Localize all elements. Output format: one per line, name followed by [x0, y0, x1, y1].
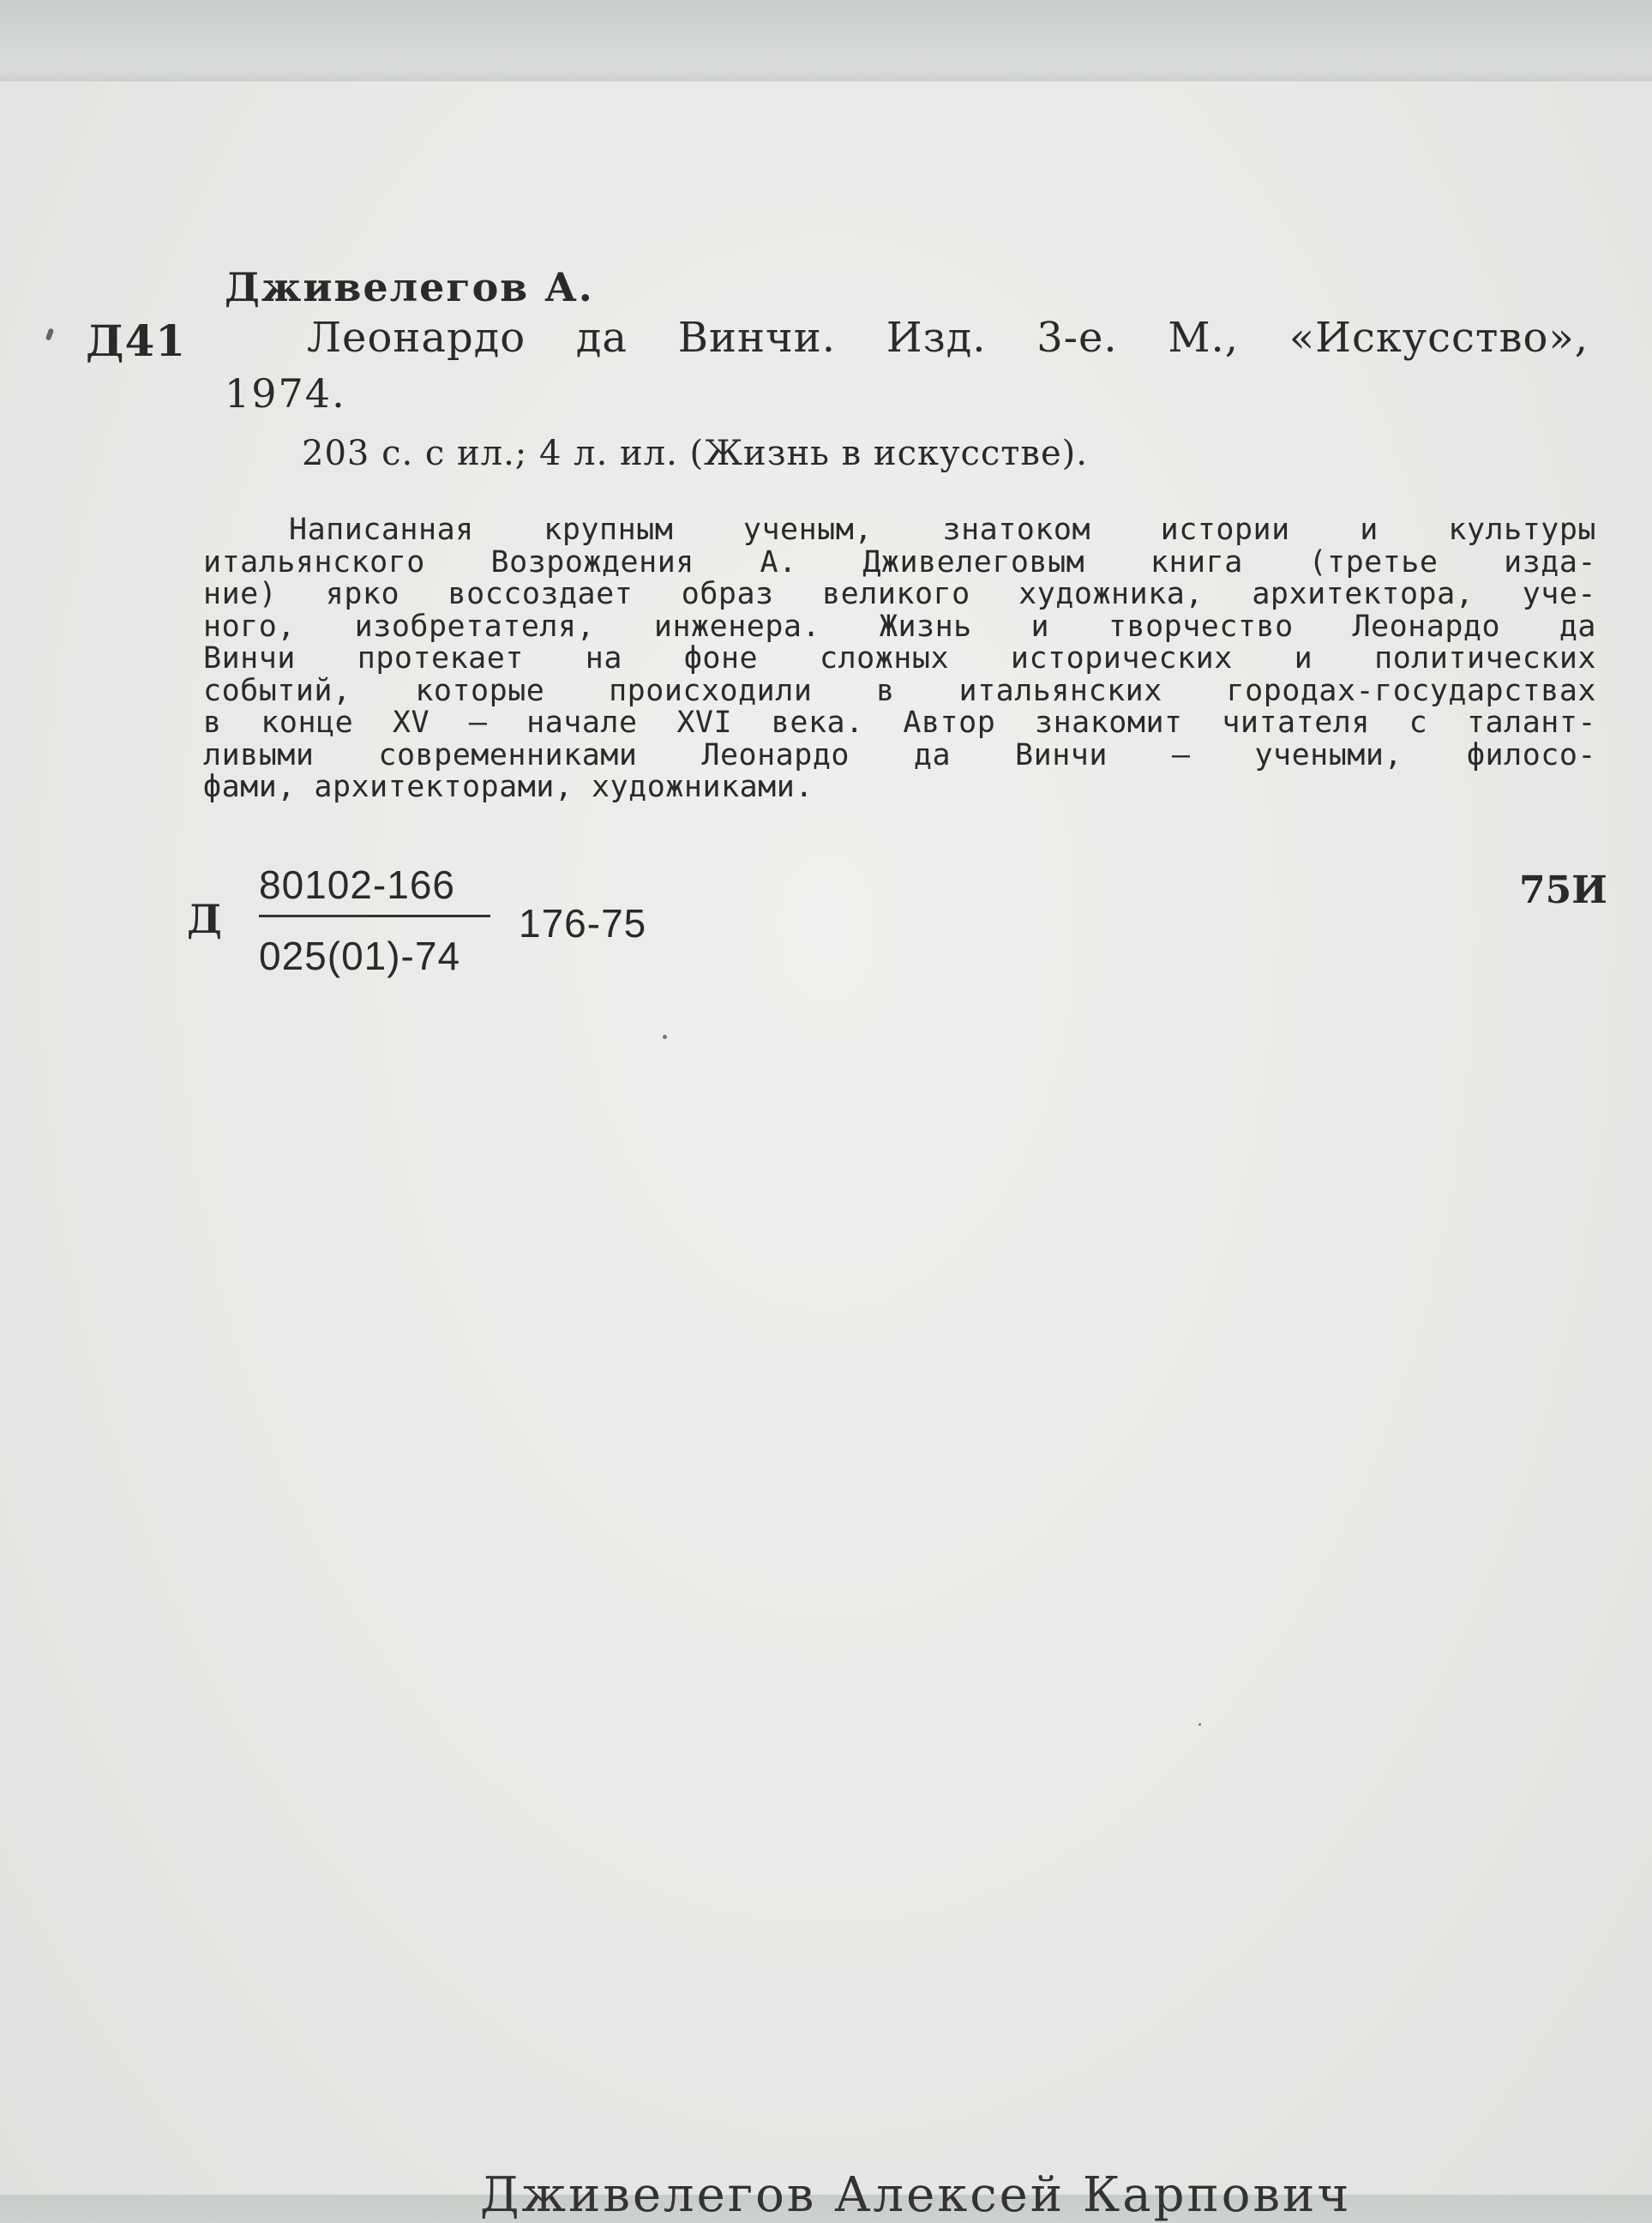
- index-letter: Д: [187, 896, 222, 942]
- catalog-code: Д41: [86, 315, 187, 366]
- index-denominator: 025(01)-74: [259, 934, 461, 978]
- fraction-bar: [259, 915, 490, 917]
- annotation-text: [203, 514, 1596, 804]
- index-numerator: 80102-166: [259, 862, 455, 907]
- annotation-line: событий, которые происходили в итальянских городах-государствах: [203, 673, 1596, 708]
- annotation-line: ние) ярко воссоздает образ великого художника, архитектора, уче-: [203, 577, 1596, 611]
- annotation-line: итальянского Возрождения А. Дживелеговым книга (третье изда-: [203, 544, 1596, 580]
- publication-year: 1974.: [225, 370, 346, 417]
- paper-speck: [663, 1035, 667, 1039]
- annotation-line: Винчи протекает на фоне сложных исторических и политических: [203, 641, 1596, 676]
- annotation-line: Написанная крупным ученым, знатоком истории и культуры: [289, 513, 1596, 547]
- order-code: 176-75: [519, 901, 647, 946]
- annotation-line: ливыми современниками Леонардо да Винчи — учеными, филосо-: [203, 737, 1596, 772]
- book-title-line: Леонардо да Винчи. Изд. 3-е. М., «Искусство»,: [307, 314, 1589, 362]
- paper-speck: [1198, 1723, 1201, 1726]
- price-code: 75И: [1519, 868, 1607, 912]
- annotation-line: ного, изобретателя, инженера. Жизнь и творчество Леонардо да: [203, 609, 1596, 644]
- annotation-line: фами, архитекторами, художниками.: [203, 770, 814, 804]
- annotation-line: в конце XV — начале XVI века. Автор знакомит читателя с талант-: [203, 706, 1596, 740]
- bottom-page-text: Дживелегов Алексей Карпович: [480, 2167, 1352, 2223]
- author-name: Дживелегов А.: [225, 264, 594, 310]
- pagination-info: 203 с. с ил.; 4 л. ил. (Жизнь в искусстве).: [302, 434, 1088, 473]
